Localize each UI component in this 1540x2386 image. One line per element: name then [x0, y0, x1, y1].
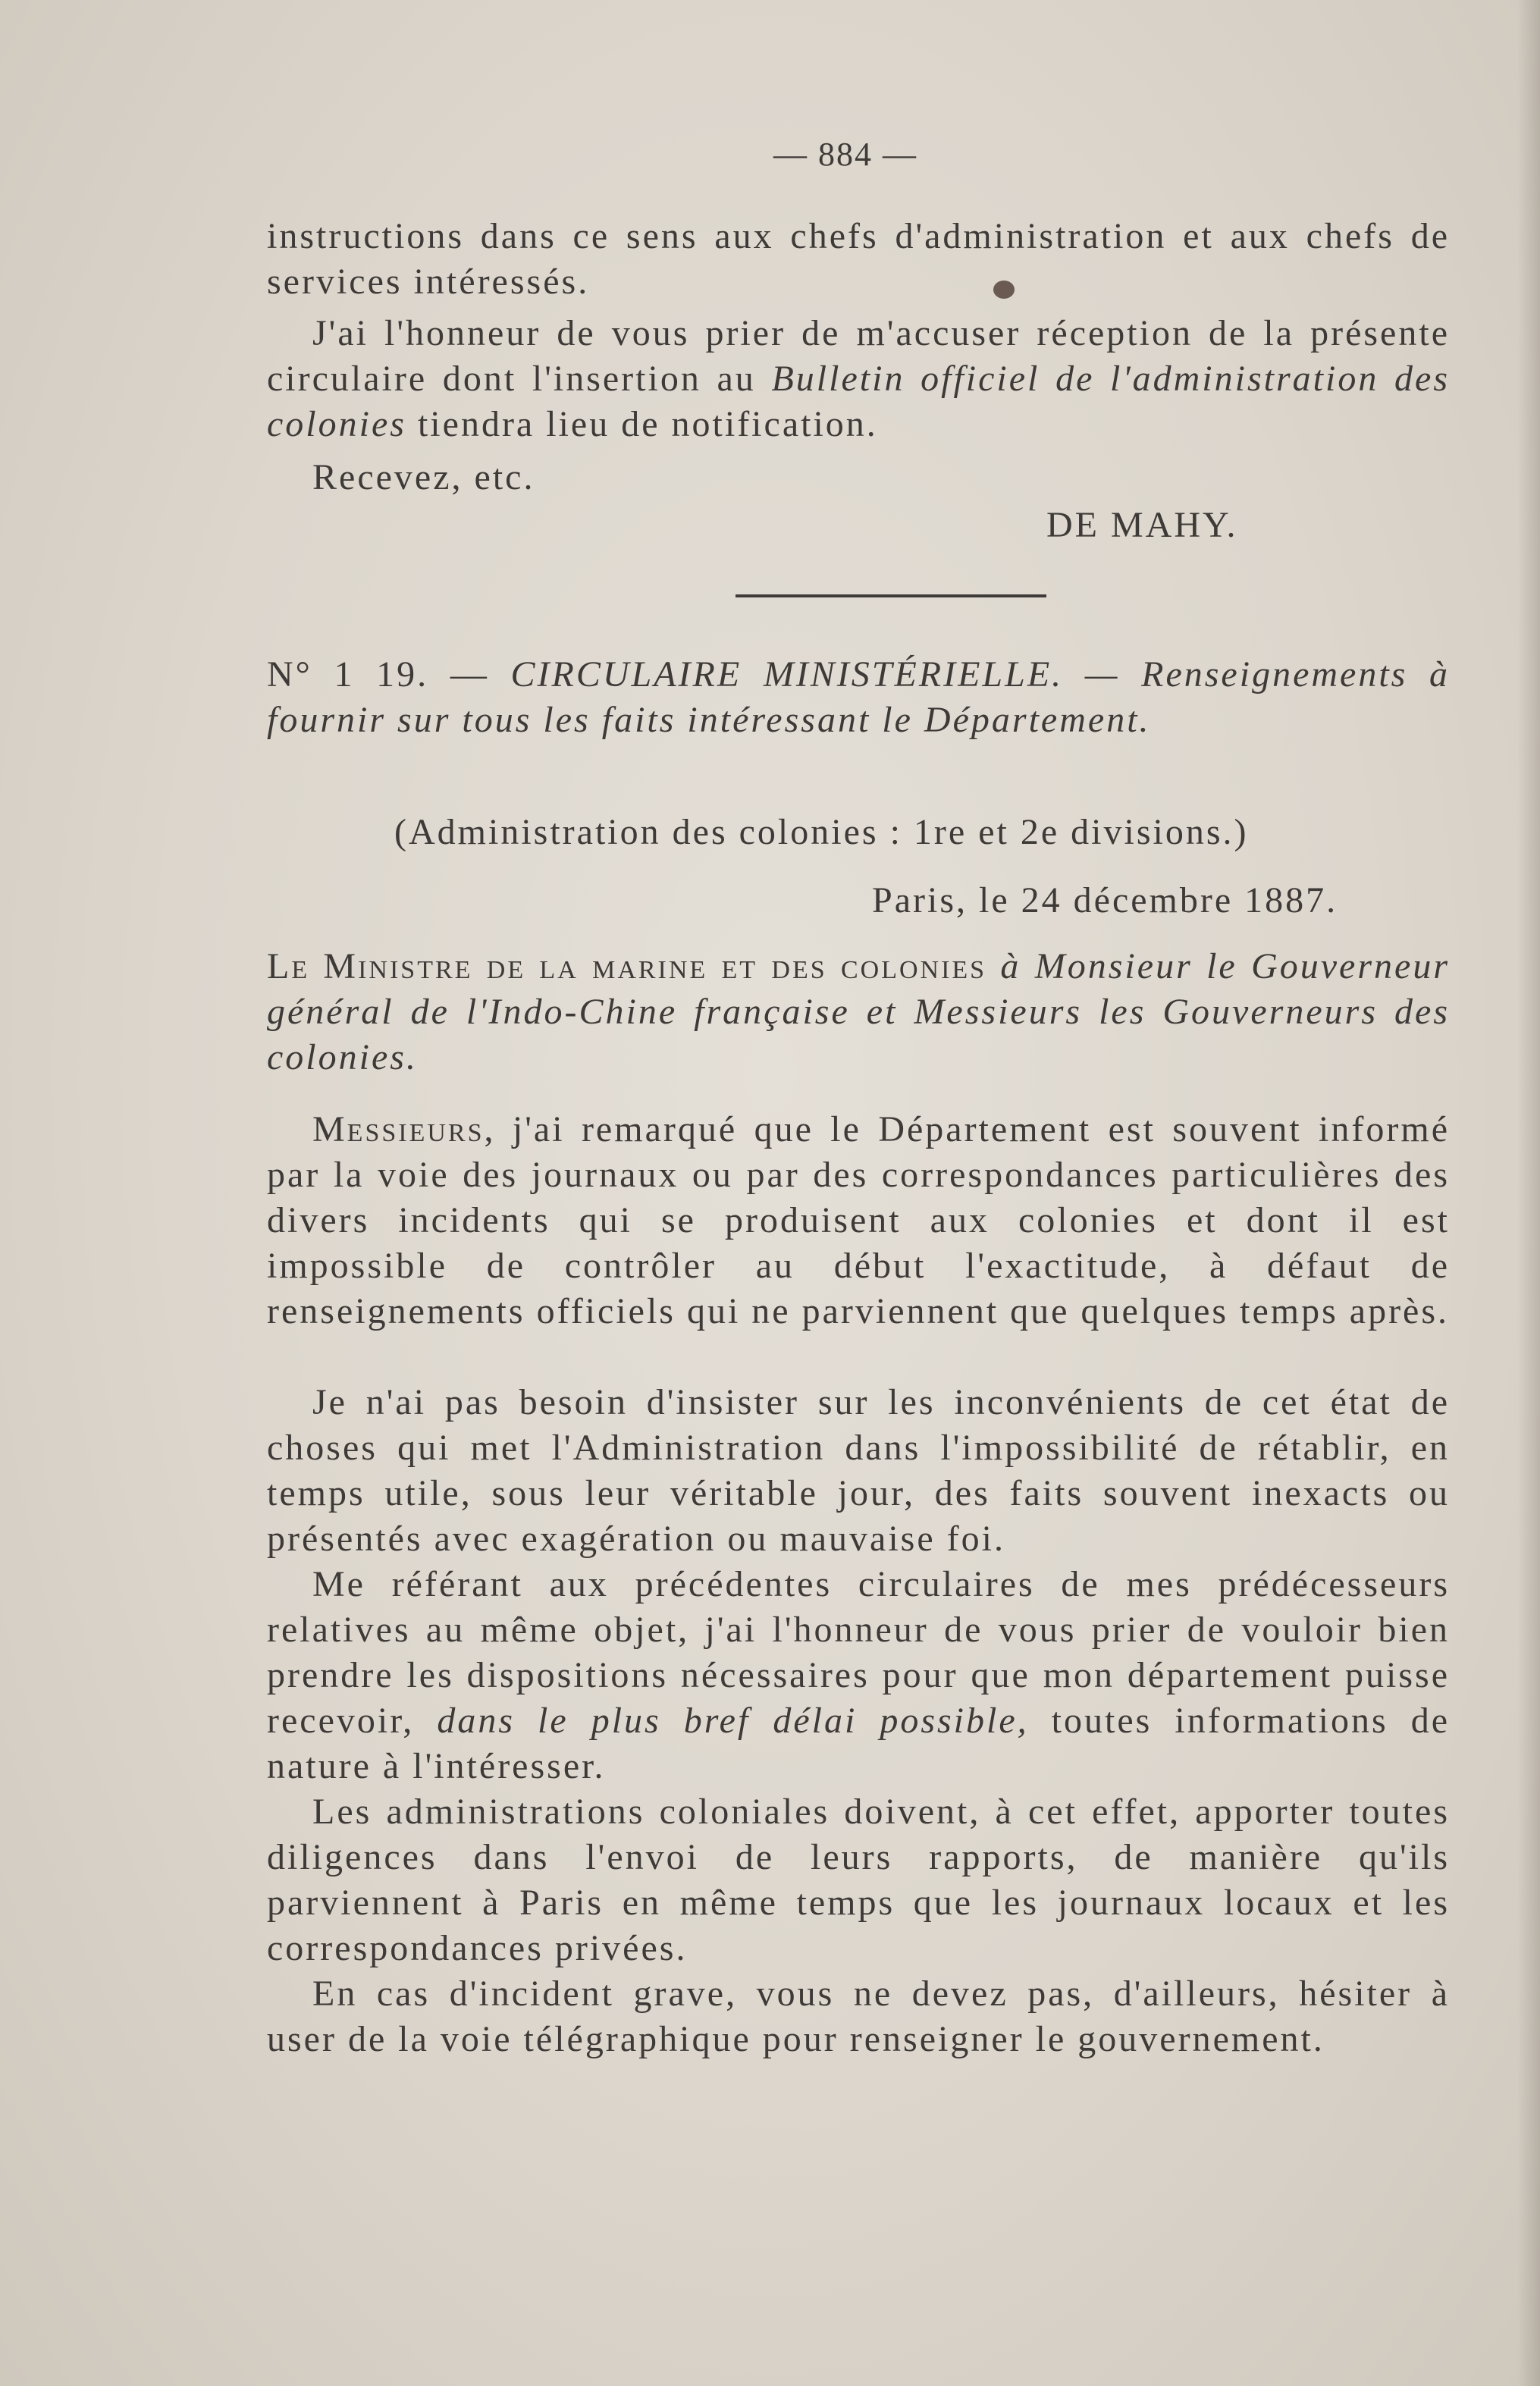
- circular-title: CIRCULAIRE MINISTÉRIELLE. — Renseignements à fournir sur tous les faits intéressant le Département.: [267, 654, 1451, 740]
- body-paragraph-2: [267, 1380, 1450, 1562]
- address-paragraph: [267, 944, 1450, 1080]
- circular-number: N° 1 19. —: [267, 654, 489, 694]
- paragraph-text: Me référant aux précédentes circulaires de mes prédécesseurs relatives au même objet, j'ai l'honneur de vous prier de vouloir bien prendre les dispositions nécessaires pour que mon département puisse recevoir,: [267, 1564, 1450, 1741]
- closing-text: Recevez, etc.: [312, 457, 535, 497]
- paragraph-text: tiendra lieu de notification.: [406, 404, 878, 444]
- page-edge-shadow: [1517, 0, 1540, 2386]
- administration-line: (Administration des colonies : 1re et 2e divisions.): [394, 812, 1249, 852]
- bulletin-title: Bulletin officiel de l'administration des colonies: [267, 359, 1450, 444]
- paragraph-text: toutes informations de nature à l'intéresser.: [267, 1701, 1450, 1786]
- paragraph-instructions: [267, 214, 1450, 305]
- paragraph-text: J'ai l'honneur de vous prier de m'accuser réception de la présente circulaire dont l'insertion au: [267, 313, 1450, 399]
- date-line: Paris, le 24 décembre 1887.: [872, 880, 1338, 920]
- section-divider: [735, 594, 1046, 597]
- body-paragraph-3: [267, 1562, 1450, 1789]
- salutation: Messieurs,: [312, 1109, 496, 1149]
- minister-title: Le Ministre de la marine et des colonies: [267, 946, 987, 986]
- addressees: à Monsieur le Gouverneur général de l'Indo-Chine française et Messieurs les Gouverneurs des colonies.: [267, 946, 1451, 1077]
- paragraph-text: Je n'ai pas besoin d'insister sur les inconvénients de cet état de choses qui met l'Administration dans l'impossibilité de rétablir, en temps utile, sous leur véritable jour, des faits souvent inexacts ou présentés avec exagération ou mauvaise foi.: [267, 1382, 1450, 1559]
- paragraph-text: j'ai remarqué que le Département est souvent informé par la voie des journaux ou par des correspondances particulières des divers incidents qui se produisent aux colonies et dont il est impossible de contrôler au début l'exactitude, à défaut de renseignements officiels qui ne parviennent que quelques temps après.: [267, 1109, 1450, 1331]
- paragraph-text: En cas d'incident grave, vous ne devez pas, d'ailleurs, hésiter à user de la voie télégraphique pour renseigner le gouvernement.: [267, 1974, 1450, 2059]
- paragraph-acknowledgement: [267, 311, 1450, 447]
- body-paragraph-4: [267, 1789, 1450, 1971]
- page-number: — 884 —: [773, 136, 917, 173]
- paragraph-text: Les administrations coloniales doivent, à cet effet, apporter toutes diligences dans l'envoi de leurs rapports, de manière qu'ils parviennent à Paris en même temps que les journaux locaux et les correspondances privées.: [267, 1792, 1450, 1968]
- paragraph-closing: [267, 455, 1450, 500]
- circular-heading: [267, 652, 1450, 743]
- emphasis-text: dans le plus bref délai possible,: [437, 1701, 1029, 1741]
- body-paragraph-1: [267, 1107, 1450, 1334]
- paragraph-text: instructions dans ce sens aux chefs d'administration et aux chefs de services intéressés.: [267, 216, 1450, 302]
- body-paragraph-5: [267, 1971, 1450, 2062]
- signature: DE MAHY.: [1046, 505, 1238, 545]
